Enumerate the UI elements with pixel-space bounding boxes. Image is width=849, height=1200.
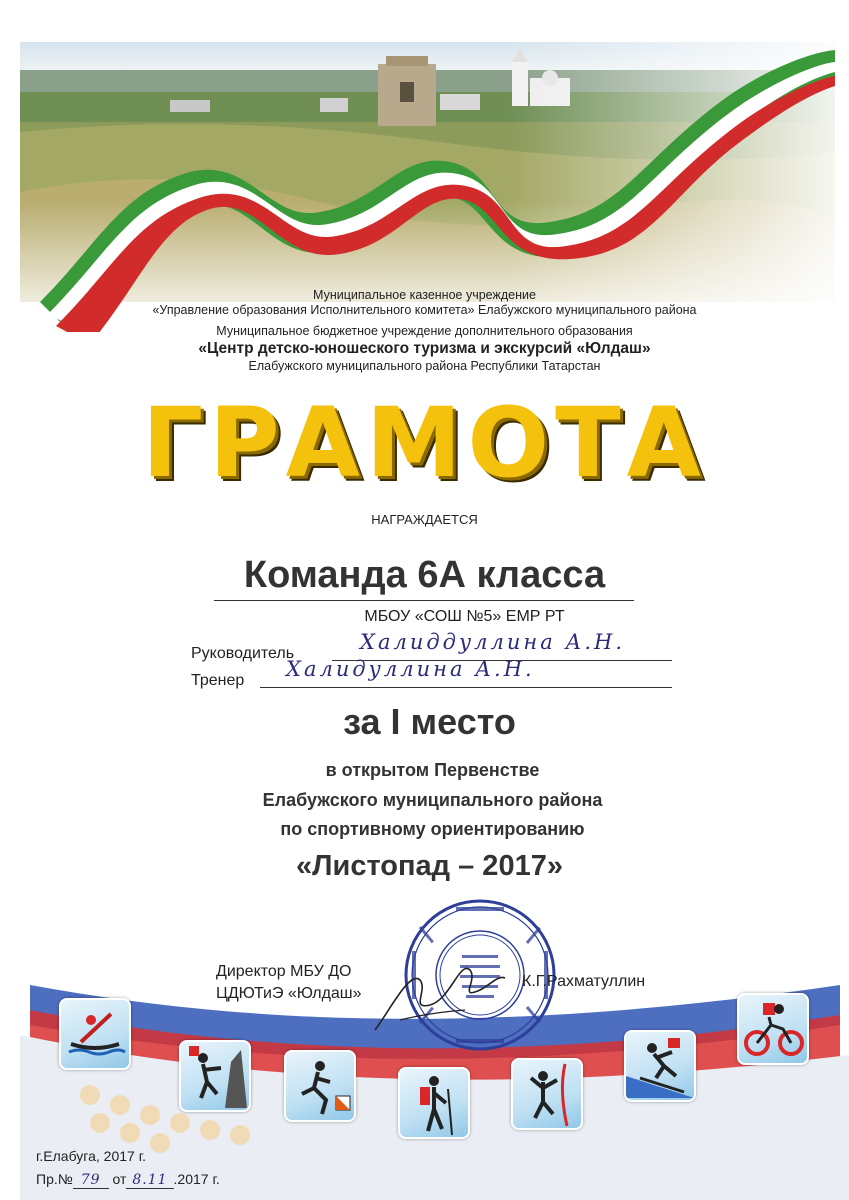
coach-handwritten: Халидуллина А.Н.	[286, 657, 535, 681]
order-date-prefix: от	[112, 1171, 127, 1187]
climbing-icon	[179, 1040, 251, 1112]
skiing-icon	[624, 1030, 696, 1102]
org-line-5: Елабужского муниципального района Республики Татарстан	[248, 359, 601, 373]
signatory-name: К.Г.Рахматуллин	[522, 973, 646, 990]
place-and-year: г.Елабуга, 2017 г.	[36, 1148, 146, 1164]
leader-label: Руководитель	[191, 645, 295, 662]
kayak-icon	[59, 998, 131, 1070]
event-line-2: Елабужского муниципального района	[262, 790, 603, 810]
certificate-title: ГРАМОТА	[142, 387, 707, 499]
order-date-value: 8.11	[126, 1172, 173, 1189]
hiking-icon	[398, 1067, 470, 1139]
signatory-position-line-2: ЦДЮТиЭ «Юлдаш»	[216, 985, 362, 1002]
event-line-3: по спортивному ориентированию	[280, 819, 585, 839]
place: за I место	[343, 701, 516, 742]
order-date-year: .2017 г.	[173, 1171, 220, 1187]
org-line-4: «Центр детско-юношеского туризма и экскурсий «Юлдаш»	[198, 340, 651, 357]
signatory-position-line-1: Директор МБУ ДО	[216, 963, 352, 980]
event-line-4: «Листопад – 2017»	[296, 850, 563, 882]
org-line-3: Муниципальное бюджетное учреждение дополнительного образования	[216, 324, 633, 338]
handwritten-signature	[370, 950, 510, 1040]
org-line-2: «Управление образования Исполнительного комитета» Елабужского муниципального района	[152, 303, 697, 317]
awarded-label: НАГРАЖДАЕТСЯ	[371, 512, 478, 527]
leader-handwritten: Халиддуллина А.Н.	[360, 630, 626, 654]
recipient-school: МБОУ «СОШ №5» ЕМР РТ	[364, 608, 565, 625]
order-number-prefix: Пр.№	[36, 1171, 73, 1187]
cycling-icon	[737, 993, 809, 1065]
order-number-value: 79	[73, 1172, 109, 1189]
order-number-line	[36, 1171, 220, 1188]
recipient-name: Команда 6А класса	[243, 554, 606, 596]
rock-climbing-icon	[511, 1058, 583, 1130]
org-line-1: Муниципальное казенное учреждение	[313, 288, 536, 302]
orienteering-icon	[284, 1050, 356, 1122]
coach-label: Тренер	[191, 672, 245, 689]
event-line-1: в открытом Первенстве	[325, 760, 540, 780]
recipient-underline	[214, 600, 634, 601]
